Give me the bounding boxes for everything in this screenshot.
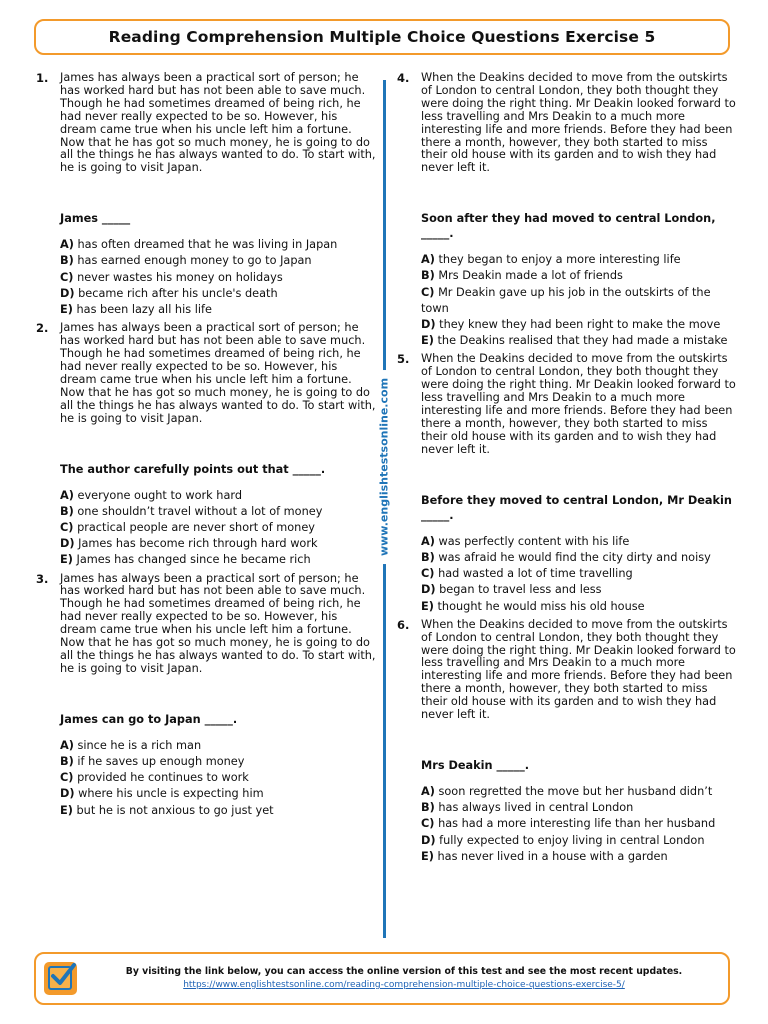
option-c[interactable]: C) practical people are never short of money bbox=[60, 520, 315, 534]
question-stem: Before they moved to central London, Mr Deakin _____. bbox=[421, 493, 732, 522]
option-a[interactable]: A) everyone ought to work hard bbox=[60, 488, 243, 502]
option-b[interactable]: B) has always lived in central London bbox=[421, 801, 634, 815]
option-e[interactable]: E) the Deakins realised that they had made a mistake bbox=[421, 334, 728, 348]
question-number: 5. bbox=[397, 352, 410, 367]
title-banner bbox=[34, 19, 730, 55]
question-stem: The author carefully points out that _____. bbox=[60, 462, 326, 476]
question-number: 6. bbox=[397, 617, 410, 632]
left-column bbox=[36, 72, 376, 819]
question-number: 2. bbox=[36, 321, 49, 336]
question-4 bbox=[397, 72, 737, 349]
option-d[interactable]: D) began to travel less and less bbox=[421, 583, 602, 597]
question-2 bbox=[36, 322, 376, 568]
option-b[interactable]: B) one shouldn’t travel without a lot of money bbox=[60, 504, 323, 518]
options-list bbox=[421, 534, 737, 615]
options-list bbox=[421, 252, 737, 349]
options-list bbox=[60, 488, 376, 569]
option-b[interactable]: B) Mrs Deakin made a lot of friends bbox=[421, 269, 623, 283]
option-b[interactable]: B) if he saves up enough money bbox=[60, 754, 245, 768]
question-number: 4. bbox=[397, 71, 410, 85]
option-a[interactable]: A) soon regretted the move but her husband didn’t bbox=[421, 784, 713, 798]
option-e[interactable]: E) thought he would miss his old house bbox=[421, 599, 645, 613]
option-c[interactable]: C) has had a more interesting life than her husband bbox=[421, 817, 716, 831]
footer-text: By visiting the link below, you can access the online version of this test and see the most recent updates. bbox=[125, 966, 683, 977]
question-stem: Mrs Deakin _____. bbox=[421, 758, 530, 772]
option-e[interactable]: E) James has changed since he became rich bbox=[60, 553, 311, 567]
checkmark-box-icon bbox=[44, 962, 77, 995]
options-list bbox=[60, 237, 376, 318]
option-e[interactable]: E) but he is not anxious to go just yet bbox=[60, 803, 274, 817]
question-passage: James has always been a practical sort of person; he has worked hard but has not been able to save much. Though he had sometimes dreamed of being rich, he had never really expected to be so. However, his dream came true when his uncle left him a fortune. Now that he has got so much money, he is going to do all the things he has always wanted to do. To start with, he is going to visit Japan. bbox=[60, 321, 376, 425]
question-5 bbox=[397, 353, 737, 614]
option-e[interactable]: E) has been lazy all his life bbox=[60, 303, 212, 317]
question-3 bbox=[36, 573, 376, 819]
option-d[interactable]: D) they knew they had been right to make the move bbox=[421, 318, 721, 332]
question-passage: When the Deakins decided to move from the outskirts of London to central London, they both thought they were doing the right thing. Mr Deakin looked forward to less travelling and Mrs Deakin to a much more interesting life and more friends. Before they had been there a month, however, they both started to miss their old house with its garden and to wish they had never left it. bbox=[421, 71, 736, 175]
question-number: 1. bbox=[36, 71, 49, 85]
options-list bbox=[60, 738, 376, 819]
question-stem: James can go to Japan _____. bbox=[60, 712, 238, 726]
option-c[interactable]: C) had wasted a lot of time travelling bbox=[421, 567, 633, 581]
option-a[interactable]: A) was perfectly content with his life bbox=[421, 534, 630, 548]
question-passage: When the Deakins decided to move from the outskirts of London to central London, they both thought they were doing the right thing. Mr Deakin looked forward to less travelling and Mrs Deakin to a much more interesting life and more friends. Before they had been there a month, however, they both started to miss their old house with its garden and to wish they had never left it. bbox=[421, 617, 736, 722]
question-passage: James has always been a practical sort of person; he has worked hard but has not been able to save much. Though he had sometimes dreamed of being rich, he had never really expected to be so. However, his dream came true when his uncle left him a fortune. Now that he has got so much money, he is going to do all the things he has always wanted to do. To start with, he is going to visit Japan. bbox=[60, 571, 376, 675]
right-column bbox=[397, 72, 737, 865]
footer-banner bbox=[34, 952, 730, 1005]
question-passage: James has always been a practical sort of person; he has worked hard but has not been able to save much. Though he had sometimes dreamed of being rich, he had never really expected to be so. However, his dream came true when his uncle left him a fortune. Now that he has got so much money, he is going to do all the things he has always wanted to do. To start with, he is going to visit Japan. bbox=[60, 71, 376, 175]
option-b[interactable]: B) was afraid he would find the city dirty and noisy bbox=[421, 550, 711, 564]
question-number: 3. bbox=[36, 571, 49, 586]
option-d[interactable]: D) fully expected to enjoy living in central London bbox=[421, 833, 705, 847]
option-b[interactable]: B) has earned enough money to go to Japan bbox=[60, 254, 312, 268]
option-d[interactable]: D) where his uncle is expecting him bbox=[60, 787, 264, 801]
question-stem: James _____ bbox=[60, 212, 131, 226]
option-c[interactable]: C) never wastes his money on holidays bbox=[60, 270, 283, 284]
side-url-watermark: www.englishtestsonline.com bbox=[378, 370, 391, 564]
option-a[interactable]: A) has often dreamed that he was living in Japan bbox=[60, 238, 338, 252]
question-6 bbox=[397, 619, 737, 865]
option-a[interactable]: A) they began to enjoy a more interesting life bbox=[421, 253, 681, 267]
options-list bbox=[421, 784, 737, 865]
question-stem: Soon after they had moved to central London, _____. bbox=[421, 212, 716, 241]
option-c[interactable]: C) Mr Deakin gave up his job in the outskirts of the town bbox=[421, 285, 711, 315]
option-e[interactable]: E) has never lived in a house with a garden bbox=[421, 849, 668, 863]
question-1 bbox=[36, 72, 376, 318]
option-a[interactable]: A) since he is a rich man bbox=[60, 738, 202, 752]
page-title: Reading Comprehension Multiple Choice Questions Exercise 5 bbox=[108, 28, 656, 46]
option-c[interactable]: C) provided he continues to work bbox=[60, 771, 249, 785]
question-passage: When the Deakins decided to move from the outskirts of London to central London, they both thought they were doing the right thing. Mr Deakin looked forward to less travelling and Mrs Deakin to a much more interesting life and more friends. Before they had been there a month, however, they both started to miss their old house with its garden and to wish they had never left it. bbox=[421, 352, 736, 456]
footer-link[interactable]: https://www.englishtestsonline.com/reading-comprehension-multiple-choice-questions-exercise-5/ bbox=[183, 980, 625, 990]
option-d[interactable]: D) James has become rich through hard work bbox=[60, 537, 318, 551]
option-d[interactable]: D) became rich after his uncle's death bbox=[60, 286, 278, 300]
